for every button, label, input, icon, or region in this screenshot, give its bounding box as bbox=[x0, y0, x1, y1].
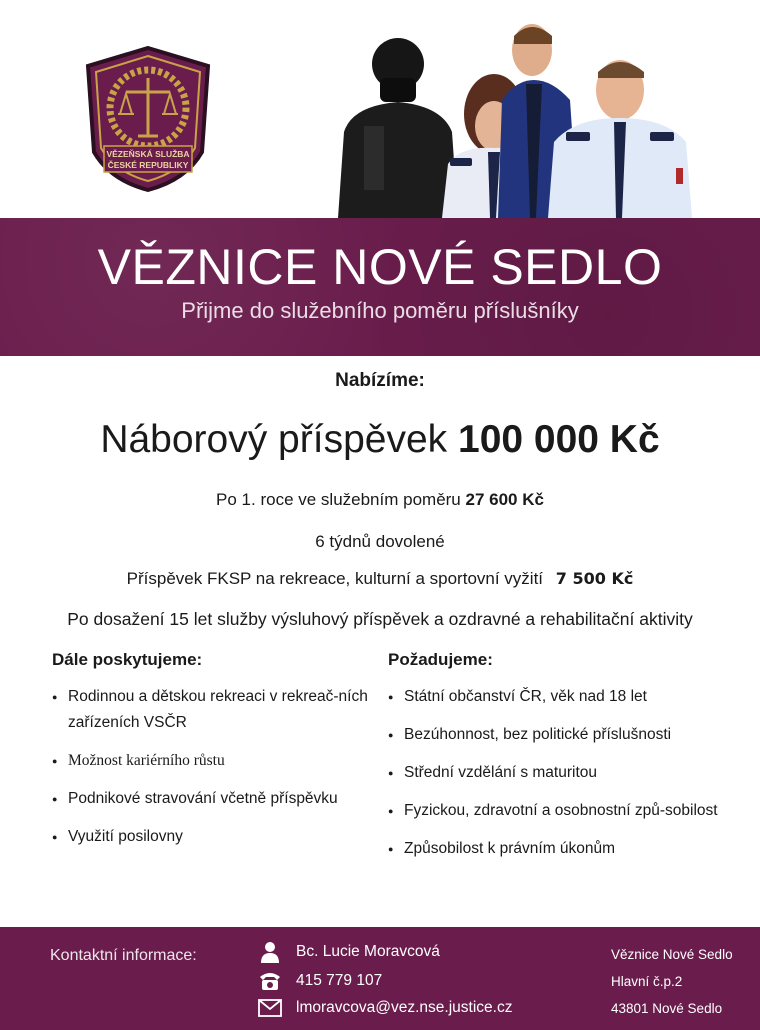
page-subtitle: Přijme do služebního poměru příslušníky bbox=[181, 298, 579, 323]
prison-service-emblem bbox=[82, 44, 214, 194]
benefits-column bbox=[52, 650, 382, 862]
first-year-amount: 27 600 Kč bbox=[465, 490, 544, 509]
bonus-amount: 100 000 Kč bbox=[458, 418, 660, 461]
fksp-amount: 7 500 Kč bbox=[555, 569, 634, 588]
offer-line-fksp bbox=[0, 569, 760, 589]
contact-name: Bc. Lucie Moravcová bbox=[296, 943, 440, 960]
emblem-text-line2: ČESKÉ REPUBLIKY bbox=[107, 160, 189, 170]
title-banner bbox=[0, 218, 760, 356]
page-title: VĚZNICE NOVÉ SEDLO bbox=[97, 239, 663, 295]
phone-icon bbox=[258, 969, 282, 993]
contact-label: Kontaktní informace: bbox=[50, 947, 197, 964]
list-item: ● Bezúhonnost, bez politické příslušnosti bbox=[388, 722, 718, 748]
hero-section bbox=[0, 0, 760, 218]
offer-heading: Nabízíme: bbox=[335, 370, 425, 391]
list-item: ● Státní občanství ČR, věk nad 18 let bbox=[388, 684, 718, 710]
mail-icon bbox=[258, 996, 282, 1020]
address-line: Hlavní č.p.2 bbox=[611, 974, 683, 989]
list-item: ● Střední vzdělání s maturitou bbox=[388, 760, 718, 786]
bonus-text: Náborový příspěvek bbox=[100, 418, 448, 461]
address-line: 43801 Nové Sedlo bbox=[611, 1001, 723, 1016]
contact-email-link[interactable]: lmoravcova@vez.nse.justice.cz bbox=[296, 999, 513, 1016]
requirements-list bbox=[388, 684, 718, 862]
officers-photo bbox=[330, 22, 720, 218]
list-item: ● Fyzickou, zdravotní a osobnostní způ-sobilost bbox=[388, 798, 718, 824]
contact-name-row bbox=[258, 940, 440, 964]
list-item: ● Využití posilovny bbox=[52, 824, 382, 850]
list-item: ● Rodinnou a dětskou rekreaci v rekreač-ních zařízeních VSČR bbox=[52, 684, 382, 736]
contact-phone[interactable]: 415 779 107 bbox=[296, 972, 383, 989]
emblem-text-line1: VĚZEŇSKÁ SLUŽBA bbox=[106, 149, 190, 159]
address-line: Věznice Nové Sedlo bbox=[611, 947, 733, 962]
fksp-text: Příspěvek FKSP na rekreace, kulturní a sportovní vyžití bbox=[126, 569, 544, 588]
benefits-heading: Dále poskytujeme: bbox=[52, 650, 203, 669]
contact-footer bbox=[0, 927, 760, 1030]
requirements-heading: Požadujeme: bbox=[388, 650, 493, 669]
contact-phone-row bbox=[258, 969, 382, 993]
address-block bbox=[611, 941, 733, 1022]
list-item: ● Podnikové stravování včetně příspěvku bbox=[52, 786, 382, 812]
contact-email-row bbox=[258, 996, 512, 1020]
recruitment-bonus bbox=[0, 418, 760, 462]
list-item: ● Způsobilost k právním úkonům bbox=[388, 836, 718, 862]
requirements-column bbox=[388, 650, 718, 874]
first-year-text: Po 1. roce ve služebním poměru bbox=[216, 490, 461, 509]
person-icon bbox=[258, 940, 282, 964]
offer-line-first-year bbox=[0, 490, 760, 510]
offer-line-vacation: 6 týdnů dovolené bbox=[315, 532, 445, 551]
list-item: ● Možnost kariérního růstu bbox=[52, 748, 382, 774]
benefits-list bbox=[52, 684, 382, 850]
offer-line-seniority: Po dosažení 15 let služby výsluhový příspěvek a ozdravné a rehabilitační aktivity bbox=[67, 609, 693, 629]
